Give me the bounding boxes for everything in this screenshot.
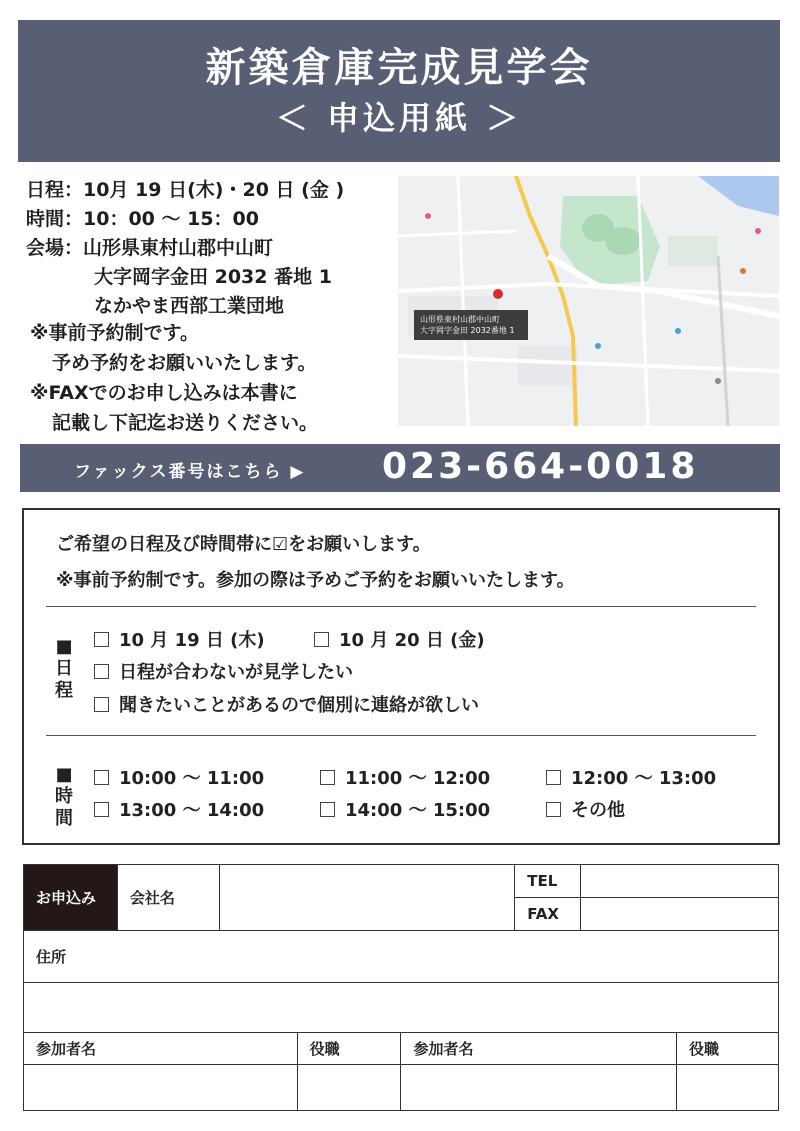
note-line: ※FAXでのお申し込みは本書に	[30, 382, 298, 404]
option-label: 10 月 20 日 (金)	[339, 630, 485, 651]
section-mark: ■	[55, 636, 73, 657]
time-option-11-12[interactable]	[320, 764, 490, 790]
option-label: 11:00 ～ 12:00	[345, 768, 491, 789]
checkbox[interactable]	[320, 770, 335, 785]
time-section-label	[54, 764, 74, 830]
event-info	[26, 176, 396, 321]
fax-field[interactable]	[581, 898, 779, 931]
section-mark: ■	[55, 764, 73, 785]
checkbox[interactable]	[546, 770, 561, 785]
option-label: 聞きたいことがあるので個別に連絡が欲しい	[119, 695, 479, 716]
option-label: 12:00 ～ 13:00	[571, 768, 717, 789]
fax-number: 023-664-0018	[382, 446, 699, 487]
fax-banner	[20, 444, 780, 492]
checkbox[interactable]	[94, 664, 109, 679]
date-option-other-day[interactable]	[94, 658, 353, 684]
participant-field[interactable]	[401, 1065, 677, 1111]
address-label: 住所	[24, 931, 779, 983]
checkbox[interactable]	[94, 697, 109, 712]
option-label: 10:00 ～ 11:00	[119, 768, 265, 789]
location-map	[398, 176, 779, 426]
header-banner	[18, 20, 780, 162]
time-option-13-14[interactable]	[94, 796, 264, 822]
selection-note: ※事前予約制です。参加の際は予めご予約をお願いいたします。	[56, 570, 575, 591]
applicant-label: お申込み	[24, 865, 118, 931]
time-option-12-13[interactable]	[546, 764, 716, 790]
checkbox[interactable]	[314, 632, 329, 647]
company-label: 会社名	[117, 865, 219, 931]
position-field[interactable]	[677, 1065, 779, 1111]
participant-label: 参加者名	[401, 1033, 677, 1065]
event-venue-address: 大字岡字金田 2032 番地 1	[94, 266, 332, 288]
date-option-contact[interactable]	[94, 691, 479, 717]
note-line: 記載し下記迄お送りください。	[52, 412, 319, 434]
checkbox[interactable]	[94, 632, 109, 647]
map-pin-label-line: 山形県東村山郡中山町	[420, 315, 500, 324]
date-option-oct19[interactable]	[94, 626, 265, 652]
section-label-char: 日	[55, 658, 73, 679]
event-time: 時間：10：00 ～ 15：00	[26, 208, 259, 230]
reservation-notes	[30, 318, 318, 438]
note-line: ※事前予約制です。	[30, 322, 199, 344]
event-venue-area: なかやま西部工業団地	[94, 295, 285, 317]
selection-instruction: ご希望の日程及び時間帯に☑をお願いします。	[56, 534, 431, 555]
option-label: 10 月 19 日 (木)	[119, 630, 265, 651]
position-field[interactable]	[297, 1065, 401, 1111]
participant-field[interactable]	[24, 1065, 298, 1111]
tel-field[interactable]	[581, 865, 779, 898]
page-title: 新築倉庫完成見学会	[205, 45, 593, 91]
participant-label: 参加者名	[24, 1033, 298, 1065]
option-label: その他	[571, 800, 625, 821]
option-label: 日程が合わないが見学したい	[119, 662, 353, 683]
page-subtitle: ＜ 申込用紙 ＞	[275, 99, 523, 137]
application-form	[23, 864, 779, 1111]
address-field[interactable]	[24, 983, 779, 1033]
event-venue: 会場：山形県東村山郡中山町	[26, 237, 274, 259]
note-line: 予め予約をお願いいたします。	[52, 352, 317, 374]
section-label-char: 時	[55, 786, 73, 807]
checkbox[interactable]	[320, 802, 335, 817]
option-label: 13:00 ～ 14:00	[119, 800, 265, 821]
divider	[46, 606, 756, 607]
fax-label: FAX	[515, 898, 581, 931]
map-pin-label	[414, 310, 528, 340]
date-option-oct20[interactable]	[314, 626, 485, 652]
section-label-char: 程	[55, 680, 73, 701]
company-field[interactable]	[219, 865, 515, 931]
checkbox[interactable]	[94, 802, 109, 817]
checkbox[interactable]	[546, 802, 561, 817]
position-label: 役職	[297, 1033, 401, 1065]
map-graphic	[398, 176, 779, 426]
section-label-char: 間	[55, 808, 73, 829]
time-option-10-11[interactable]	[94, 764, 264, 790]
event-date: 日程：10月 19 日(木)・20 日 (金 )	[26, 179, 345, 201]
checkbox[interactable]	[94, 770, 109, 785]
option-label: 14:00 ～ 15:00	[345, 800, 491, 821]
time-option-other[interactable]	[546, 796, 625, 822]
fax-label: ファックス番号はこちら ▶	[74, 462, 306, 482]
map-pin-label-line: 大字岡字金田 2032番地 1	[420, 326, 515, 335]
divider	[46, 735, 756, 736]
position-label: 役職	[677, 1033, 779, 1065]
selection-box	[22, 508, 780, 845]
time-option-14-15[interactable]	[320, 796, 490, 822]
tel-label: TEL	[515, 865, 581, 898]
date-section-label	[54, 636, 74, 702]
